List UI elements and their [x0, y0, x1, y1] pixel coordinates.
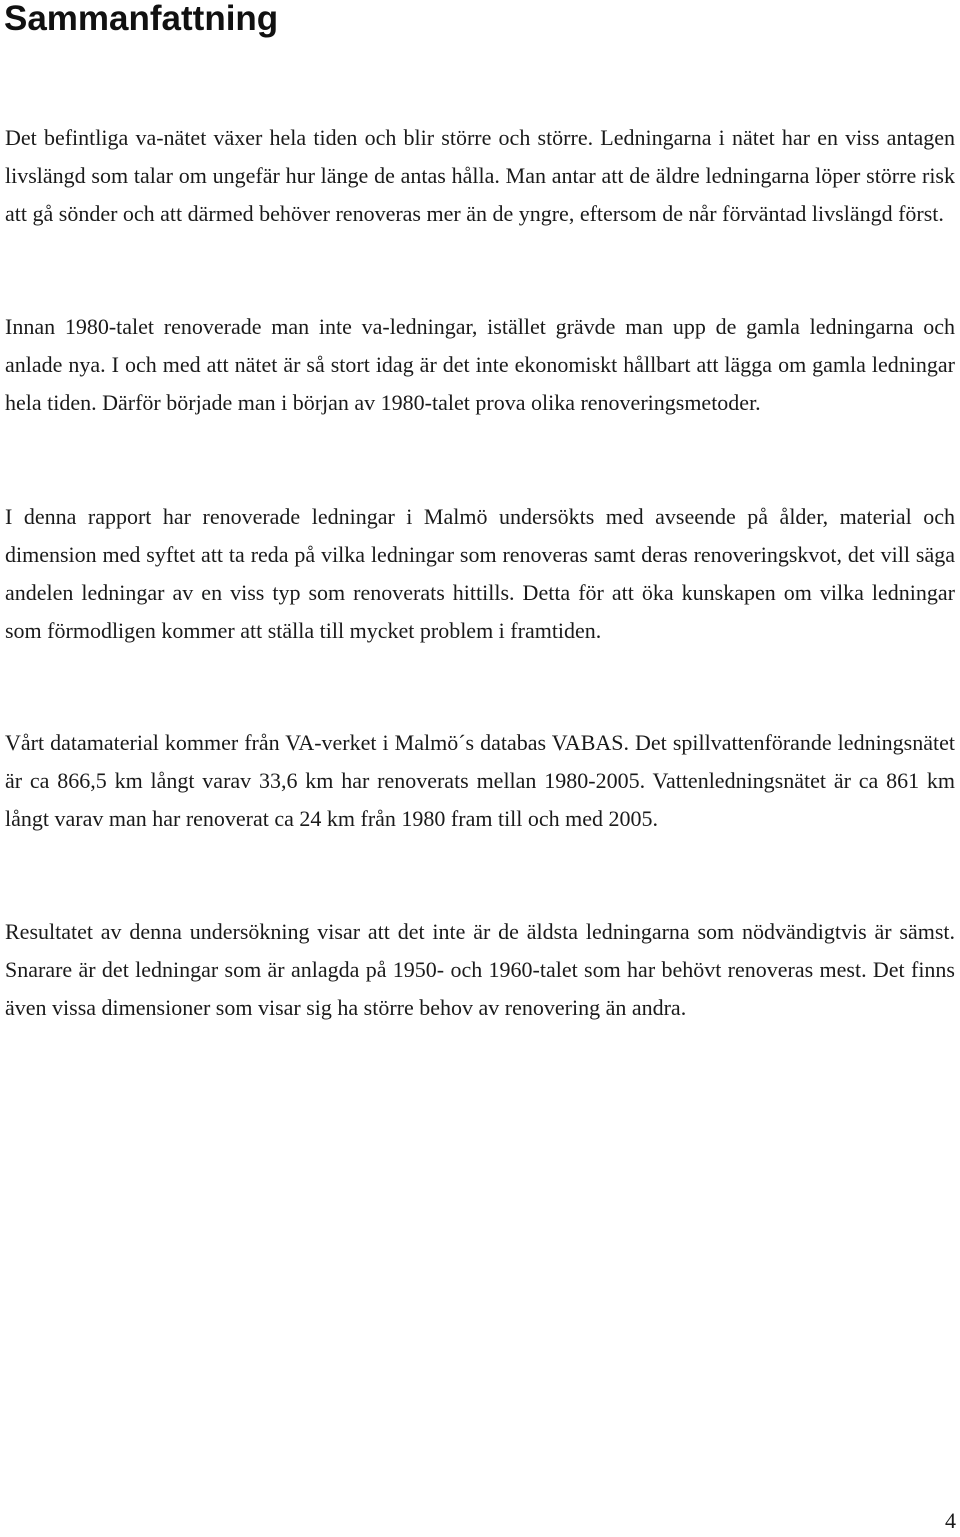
paragraph-data: Vårt datamaterial kommer från VA-verket i Malmö´s databas VABAS. Det spillvattenförande ledningsnätet är ca 866,5 km långt varav 33,6 km har renoverats mellan 1980-2005. Vattenledningsnätet är ca 861 km långt varav man har renoverat ca 24 km från 1980 fram till och med 2005. — [5, 730, 955, 831]
page-title: Sammanfattning — [4, 0, 279, 38]
paragraph-intro: Det befintliga va-nätet växer hela tiden och blir större och större. Ledningarna i nätet har en viss antagen livslängd som talar om ungefär hur länge de antas hålla. Man antar att de äldre ledningarna löper större risk att gå sönder och att därmed behöver renoveras mer än de yngre, eftersom de når förväntad livslängd först. — [5, 125, 955, 226]
paragraph-purpose: I denna rapport har renoverade ledningar i Malmö undersökts med avseende på ålder, material och dimension med syftet att ta reda på vilka ledningar som renoveras samt deras renoveringskvot, det vill säga andelen ledningar av en viss typ som renoverats hittills. Detta för att öka kunskapen om vilka ledningar som förmodligen kommer att ställa till mycket problem i framtiden. — [5, 504, 955, 643]
paragraph-history: Innan 1980-talet renoverade man inte va-ledningar, istället grävde man upp de gamla ledningarna och anlade nya. I och med att nätet är så stort idag är det inte ekonomiskt hållbart att lägga om gamla ledningar hela tiden. Därför började man i början av 1980-talet prova olika renoveringsmetoder. — [5, 314, 955, 415]
paragraph-results: Resultatet av denna undersökning visar att det inte är de äldsta ledningarna som nödvändigtvis är sämst. Snarare är det ledningar som är anlagda på 1950- och 1960-talet som har behövt renoveras mest. Det finns även vissa dimensioner som visar sig ha större behov av renovering än andra. — [5, 919, 955, 1020]
page-number: 4 — [945, 1508, 956, 1533]
